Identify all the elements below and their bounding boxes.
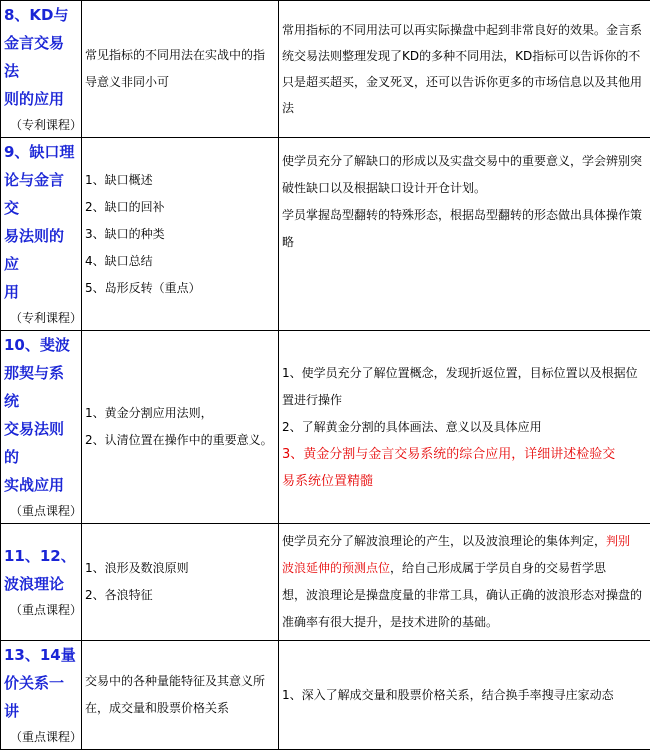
course-desc-line: 只是超买超买，金叉死叉，还可以告诉你更多的市场信息以及其他用 (282, 69, 647, 95)
course-item: 交易中的各种量能特征及其意义所在，成交量和股票价格关系 (85, 668, 275, 722)
course-desc-line: 想，波浪理论是操盘度量的非常工具，确认正确的波浪形态对操盘的 (282, 582, 647, 609)
course-item: 1、缺口概述 (85, 167, 275, 194)
course-tag: （重点课程） (4, 499, 78, 523)
course-desc-highlight: 波浪延伸的预测点位 (282, 561, 390, 575)
course-desc-text: ，给自己形成属于学员自身的交易哲学思 (390, 561, 606, 575)
course-desc-line (282, 555, 647, 582)
course-desc-line: 准确率有很大提升，是技术进阶的基础。 (282, 609, 647, 636)
course-item: 常见指标的不同用法在实战中的指导意义非同小可 (85, 42, 275, 96)
course-tag: （重点课程） (4, 598, 78, 622)
course-desc-line: 学员掌握岛型翻转的特殊形态，根据岛型翻转的形态做出具体操作策 (282, 202, 647, 229)
course-tag: （重点课程） (4, 725, 78, 749)
course-desc-line: 略 (282, 229, 647, 256)
course-item: 2、缺口的回补 (85, 194, 275, 221)
course-desc-cell (279, 641, 650, 750)
course-items-cell (82, 331, 279, 524)
course-item: 5、岛形反转（重点） (85, 275, 275, 302)
course-desc-cell (279, 138, 650, 331)
course-item: 2、各浪特征 (85, 582, 275, 609)
course-items-cell (82, 524, 279, 641)
course-desc-line: 1、深入了解成交量和股票价格关系，结合换手率搜寻庄家动态 (282, 682, 647, 709)
course-title-cell (1, 524, 82, 641)
course-desc-line: 常用指标的不同用法可以再实际操盘中起到非常良好的效果。金言系 (282, 17, 647, 43)
course-desc-cell (279, 1, 650, 138)
course-desc-line: 使学员充分了解缺口的形成以及实盘交易中的重要意义，学会辨别突 (282, 148, 647, 175)
course-title-cell (1, 331, 82, 524)
course-title-line: 用 (4, 278, 78, 306)
course-item: 2、认清位置在操作中的重要意义。 (85, 427, 275, 454)
course-desc-highlight: 易系统位置精髓 (282, 468, 647, 495)
course-desc-highlight: 3、黄金分割与金言交易系统的综合应用，详细讲述检验交 (282, 441, 647, 468)
course-desc-line: 法 (282, 95, 647, 121)
course-desc-cell (279, 331, 650, 524)
course-tag: （专利课程） (4, 306, 78, 330)
course-title-line: 论与金言交 (4, 166, 78, 222)
table-row (1, 524, 650, 641)
course-title-line: 11、12、 (4, 542, 78, 570)
course-desc-line: 统交易法则整理发现了KD的多种不同用法，KD指标可以告诉你的不 (282, 43, 647, 69)
course-items-cell (82, 641, 279, 750)
course-item: 1、黄金分割应用法则， (85, 400, 275, 427)
table-row (1, 641, 650, 750)
course-desc-line: 置进行操作 (282, 387, 647, 414)
course-item: 3、缺口的种类 (85, 221, 275, 248)
course-desc-highlight: 判别 (606, 534, 630, 548)
course-items-cell (82, 1, 279, 138)
table-row (1, 331, 650, 524)
course-title-line: 那契与系统 (4, 359, 78, 415)
course-title-line: 波浪理论 (4, 570, 78, 598)
course-title-line: 10、斐波 (4, 331, 78, 359)
course-title-cell (1, 1, 82, 138)
course-title-line: 实战应用 (4, 471, 78, 499)
course-title-line: 易法则的应 (4, 222, 78, 278)
course-title-line: 13、14量 (4, 641, 78, 669)
course-title-line: 8、KD与 (4, 1, 78, 29)
course-desc-line: 1、使学员充分了解位置概念，发现折返位置，目标位置以及根据位 (282, 360, 647, 387)
course-desc-cell (279, 524, 650, 641)
course-title-cell (1, 138, 82, 331)
table-row (1, 1, 650, 138)
course-desc-line (282, 528, 647, 555)
course-title-line: 交易法则的 (4, 415, 78, 471)
course-item: 1、浪形及数浪原则 (85, 555, 275, 582)
course-items-cell (82, 138, 279, 331)
course-title-line: 则的应用 (4, 85, 78, 113)
course-desc-text: 使学员充分了解波浪理论的产生，以及波浪理论的集体判定， (282, 534, 606, 548)
table-row (1, 138, 650, 331)
course-desc-line: 2、了解黄金分割的具体画法、意义以及具体应用 (282, 414, 647, 441)
course-title-line: 金言交易法 (4, 29, 78, 85)
course-desc-line: 破性缺口以及根据缺口设计开仓计划。 (282, 175, 647, 202)
course-title-line: 价关系一讲 (4, 669, 78, 725)
course-item: 4、缺口总结 (85, 248, 275, 275)
course-title-line: 9、缺口理 (4, 138, 78, 166)
course-tag: （专利课程） (4, 113, 78, 137)
course-title-cell (1, 641, 82, 750)
